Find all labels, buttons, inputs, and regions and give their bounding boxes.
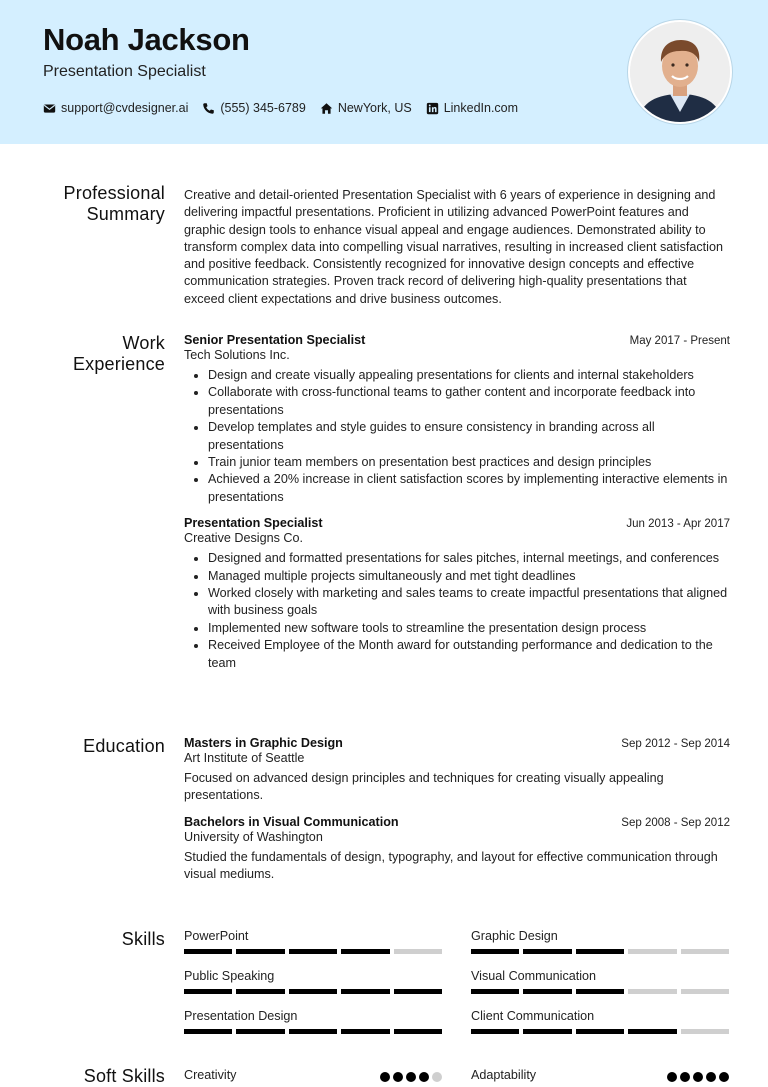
soft-skill-dot — [706, 1072, 716, 1082]
contact-location — [320, 101, 412, 115]
skill-name: Presentation Design — [184, 1009, 298, 1023]
soft-skill-item — [184, 1068, 442, 1082]
skill-level-segment — [341, 989, 389, 994]
education-heading: Education — [83, 736, 165, 756]
job-bullet: • Train junior team members on presentation best practices and design principles — [208, 454, 730, 471]
soft-skill-dot — [393, 1072, 403, 1082]
job-bullet: • Develop templates and style guides to ensure consistency in branding across all presentations — [208, 419, 730, 454]
job-company: Creative Designs Co. — [184, 531, 303, 546]
skill-level-segment — [341, 949, 389, 954]
skill-level-bar — [184, 1029, 442, 1034]
skill-name: Public Speaking — [184, 969, 275, 983]
skill-item — [471, 1009, 729, 1034]
skill-level-segment — [236, 949, 284, 954]
skills-heading: Skills — [121, 929, 165, 949]
contact-phone[interactable] — [202, 101, 305, 115]
skill-level-bar — [471, 989, 729, 994]
soft-skill-dot — [680, 1072, 690, 1082]
skill-level-bar — [184, 989, 442, 994]
soft-skill-dot — [693, 1072, 703, 1082]
skill-item — [184, 1009, 442, 1034]
skill-name: Graphic Design — [471, 929, 558, 943]
education-description: Studied the fundamentals of design, typography, and layout for effective communication through visual mediums. — [184, 849, 718, 881]
phone-icon — [202, 102, 215, 115]
education-dates: Sep 2012 - Sep 2014 — [621, 738, 730, 750]
skill-level-segment — [184, 949, 232, 954]
skill-item — [471, 929, 729, 954]
education-dates: Sep 2008 - Sep 2012 — [621, 816, 730, 829]
soft-skill-dot — [406, 1072, 416, 1082]
skill-level-segment — [523, 1029, 571, 1034]
job-bullet: • Designed and formatted presentations for sales pitches, internal meetings, and conferences — [208, 550, 730, 567]
skill-level-segment — [341, 1029, 389, 1034]
skill-level-bar — [471, 1029, 729, 1034]
skill-level-segment — [394, 1029, 442, 1034]
skill-name: PowerPoint — [184, 929, 249, 943]
soft-skill-name: Adaptability — [471, 1068, 537, 1082]
summary-heading-line1: Professional — [63, 183, 165, 203]
soft-skills-heading: Soft Skills — [83, 1066, 165, 1086]
skill-level-segment — [523, 949, 571, 954]
skill-item — [471, 969, 729, 994]
degree-title: Masters in Graphic Design — [184, 736, 343, 750]
job-bullet: • Worked closely with marketing and sales teams to create impactful presentations that aligned with business goals — [208, 585, 730, 620]
school-name: University of Washington — [184, 829, 323, 844]
job-dates: Jun 2013 - Apr 2017 — [626, 518, 730, 531]
contact-location-text: NewYork, US — [337, 101, 412, 115]
job-title: Senior Presentation Specialist — [184, 333, 366, 347]
skill-name: Client Communication — [471, 1009, 595, 1023]
summary-heading-line2: Summary — [86, 204, 165, 224]
skill-level-segment — [523, 989, 571, 994]
summary-text: Creative and detail-oriented Presentation Specialist with 6 years of experience in designing and delivering impactful presentations. Proficient in utilizing advanced PowerPoint features and graphic design tools to enhance visual appeal and engage audiences. Demonstrated ability to transform complex data into compelling visual narratives, resulting in increased client satisfaction and positive feedback. Consistently recognized for innovative design concepts and effective communication strategies. Proven track record of delivering high-quality presentations that exceed client expectations and drive business outcomes. — [184, 188, 723, 306]
skill-level-segment — [236, 989, 284, 994]
contact-list — [43, 101, 518, 115]
skill-level-segment — [289, 1029, 337, 1034]
contact-email-text: support@cvdesigner.ai — [61, 101, 189, 115]
job-bullet: • Implemented new software tools to streamline the presentation design process — [208, 620, 730, 637]
job-bullet: • Collaborate with cross-functional teams to gather content and incorporate feedback into presentations — [208, 384, 730, 419]
skill-level-segment — [394, 949, 442, 954]
skill-level-segment — [681, 989, 729, 994]
skill-level-segment — [289, 949, 337, 954]
skill-level-segment — [471, 1029, 519, 1034]
skill-level-segment — [394, 989, 442, 994]
education-entry — [184, 736, 730, 805]
skill-level-segment — [681, 949, 729, 954]
profile-photo — [628, 20, 732, 124]
skill-level-segment — [576, 1029, 624, 1034]
skill-level-segment — [184, 1029, 232, 1034]
soft-skill-name: Creativity — [184, 1068, 237, 1082]
skill-level-segment — [289, 989, 337, 994]
home-icon — [320, 102, 333, 115]
job-dates: May 2017 - Present — [629, 335, 730, 347]
soft-skill-dot — [719, 1072, 729, 1082]
skill-item — [184, 969, 442, 994]
contact-email[interactable] — [43, 101, 188, 115]
degree-title: Bachelors in Visual Communication — [184, 814, 399, 829]
skill-level-segment — [628, 1029, 676, 1034]
job-company: Tech Solutions Inc. — [184, 348, 290, 362]
skill-level-segment — [628, 949, 676, 954]
job-entry — [184, 333, 730, 506]
skill-level-bar — [184, 949, 442, 954]
skill-level-segment — [184, 989, 232, 994]
contact-linkedin[interactable] — [426, 101, 518, 115]
job-bullets — [184, 550, 730, 672]
soft-skill-rating — [380, 1072, 442, 1082]
resume-header — [0, 0, 768, 144]
envelope-icon — [43, 102, 56, 115]
soft-skill-dot — [380, 1072, 390, 1082]
skill-name: Visual Communication — [471, 969, 597, 983]
skill-level-bar — [471, 949, 729, 954]
job-bullet: • Design and create visually appealing presentations for clients and internal stakeholders — [208, 367, 730, 384]
experience-heading-line2: Experience — [72, 354, 165, 374]
candidate-name: Noah Jackson — [43, 22, 250, 57]
contact-linkedin-text: LinkedIn.com — [443, 101, 519, 115]
skill-level-segment — [236, 1029, 284, 1034]
school-name: Art Institute of Seattle — [184, 751, 305, 765]
soft-skill-dot — [419, 1072, 429, 1082]
candidate-role: Presentation Specialist — [43, 63, 206, 80]
job-title: Presentation Specialist — [184, 516, 323, 531]
soft-skill-item — [471, 1068, 729, 1082]
experience-heading-line1: Work — [122, 333, 165, 353]
job-bullets — [184, 367, 730, 506]
skill-level-segment — [628, 989, 676, 994]
skill-level-segment — [681, 1029, 729, 1034]
soft-skill-dot — [432, 1072, 442, 1082]
job-bullet: • Achieved a 20% increase in client satisfaction scores by implementing interactive elements in presentations — [208, 471, 730, 506]
job-bullet: • Managed multiple projects simultaneously and met tight deadlines — [208, 568, 730, 585]
skill-level-segment — [576, 989, 624, 994]
education-entry — [184, 815, 730, 884]
job-entry — [184, 516, 730, 672]
soft-skill-dot — [667, 1072, 677, 1082]
education-description: Focused on advanced design principles and techniques for creating visually appealing presentations. — [184, 771, 664, 803]
linkedin-icon — [426, 102, 439, 115]
contact-phone-text: (555) 345-6789 — [220, 101, 306, 115]
summary-heading — [20, 183, 165, 225]
skill-level-segment — [471, 989, 519, 994]
skill-item — [184, 929, 442, 954]
skill-level-segment — [471, 949, 519, 954]
skill-level-segment — [576, 949, 624, 954]
soft-skill-rating — [667, 1072, 729, 1082]
experience-heading — [20, 333, 165, 375]
job-bullet: • Received Employee of the Month award for outstanding performance and dedication to the team — [208, 637, 730, 672]
